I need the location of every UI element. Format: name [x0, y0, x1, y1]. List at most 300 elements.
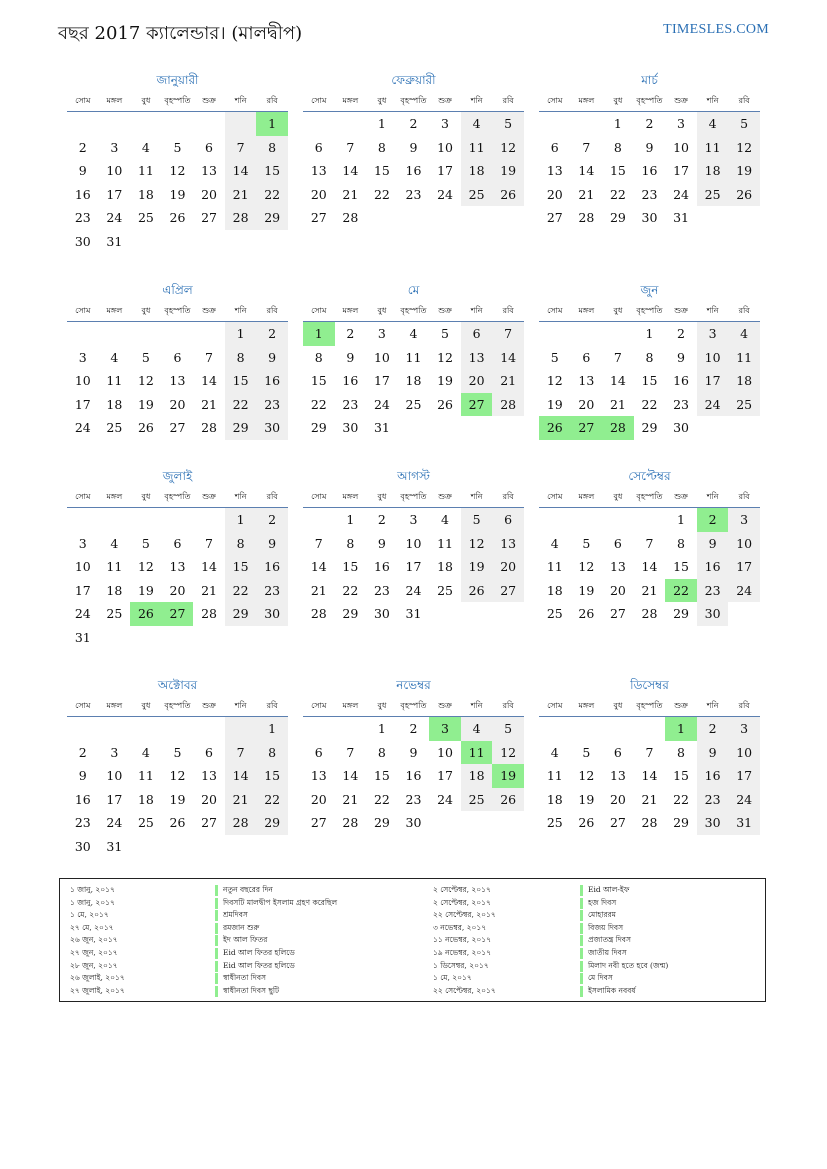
day-cell[interactable]: 3 [409, 512, 418, 527]
day-cell[interactable]: 2 [78, 139, 87, 155]
day-cell[interactable]: 19 [492, 159, 524, 183]
day-cell[interactable]: 7 [613, 349, 622, 365]
day-cell[interactable]: 26 [728, 183, 760, 207]
day-cell[interactable]: 12 [728, 136, 760, 160]
day-cell[interactable]: 22 [256, 183, 288, 207]
day-cell[interactable]: 10 [405, 535, 422, 551]
day-cell[interactable]: 9 [256, 532, 288, 556]
day-cell[interactable]: 28 [492, 393, 524, 417]
day-cell[interactable]: 28 [225, 206, 257, 230]
day-cell[interactable]: 18 [137, 186, 154, 202]
day-cell[interactable]: 5 [461, 508, 493, 532]
day-cell[interactable]: 14 [225, 764, 257, 788]
day-cell[interactable]: 29 [256, 206, 288, 230]
day-cell[interactable]: 26 [137, 420, 154, 435]
day-cell[interactable]: 13 [609, 559, 626, 574]
day-cell[interactable]: 20 [310, 791, 327, 807]
day-cell[interactable]: 1 [225, 322, 257, 346]
day-cell[interactable]: 6 [205, 139, 213, 155]
day-cell[interactable]: 7 [205, 535, 213, 551]
day-cell[interactable]: 6 [613, 535, 622, 551]
day-cell[interactable]: 24 [106, 815, 123, 830]
day-cell[interactable]: 20 [201, 791, 217, 807]
day-cell[interactable]: 28 [641, 606, 658, 621]
day-cell[interactable]: 10 [437, 139, 453, 155]
day-cell[interactable]: 17 [437, 163, 453, 178]
day-cell[interactable]: 30 [256, 416, 288, 440]
day-cell[interactable]: 5 [141, 535, 150, 551]
day-cell[interactable]: 1 [256, 112, 288, 136]
day-cell[interactable]: 11 [546, 768, 563, 783]
day-cell[interactable]: 17 [405, 559, 422, 574]
day-cell[interactable]: 18 [437, 559, 453, 574]
day-cell[interactable]: 26 [539, 416, 571, 440]
day-cell[interactable]: 28 [602, 416, 634, 440]
day-cell[interactable]: 11 [728, 346, 760, 370]
day-cell[interactable]: 1 [645, 326, 654, 341]
day-cell[interactable]: 3 [110, 139, 119, 155]
day-cell[interactable]: 22 [641, 396, 658, 412]
day-cell[interactable]: 25 [137, 210, 154, 225]
day-cell[interactable]: 9 [78, 768, 87, 783]
day-cell[interactable]: 16 [256, 369, 288, 393]
day-cell[interactable]: 30 [74, 233, 91, 249]
day-cell[interactable]: 7 [492, 322, 524, 346]
day-cell[interactable]: 5 [441, 326, 449, 341]
day-cell[interactable]: 8 [645, 349, 654, 365]
day-cell[interactable]: 11 [461, 741, 493, 765]
day-cell[interactable]: 26 [169, 815, 186, 830]
day-cell[interactable]: 27 [169, 420, 186, 435]
day-cell[interactable]: 22 [256, 788, 288, 812]
day-cell[interactable]: 2 [697, 717, 729, 741]
day-cell[interactable]: 24 [728, 579, 760, 603]
day-cell[interactable]: 30 [405, 815, 422, 830]
day-cell[interactable]: 26 [437, 396, 453, 412]
day-cell[interactable]: 3 [78, 349, 87, 365]
day-cell[interactable]: 15 [673, 768, 689, 783]
day-cell[interactable]: 20 [609, 791, 626, 807]
day-cell[interactable]: 3 [728, 717, 760, 741]
day-cell[interactable]: 30 [256, 602, 288, 626]
day-cell[interactable]: 21 [578, 186, 595, 202]
day-cell[interactable]: 19 [137, 582, 154, 598]
day-cell[interactable]: 4 [141, 744, 150, 760]
day-cell[interactable]: 27 [310, 210, 327, 225]
day-cell[interactable]: 11 [106, 373, 123, 388]
day-cell[interactable]: 1 [377, 116, 386, 131]
day-cell[interactable]: 3 [728, 508, 760, 532]
day-cell[interactable]: 4 [550, 744, 559, 760]
day-cell[interactable]: 3 [429, 717, 461, 741]
day-cell[interactable]: 16 [405, 768, 422, 783]
day-cell[interactable]: 12 [492, 136, 524, 160]
day-cell[interactable]: 22 [609, 186, 626, 202]
day-cell[interactable]: 12 [137, 373, 154, 388]
day-cell[interactable]: 27 [461, 393, 493, 417]
day-cell[interactable]: 3 [441, 116, 449, 131]
day-cell[interactable]: 4 [728, 322, 760, 346]
day-cell[interactable]: 15 [373, 768, 390, 783]
day-cell[interactable]: 28 [201, 420, 217, 435]
day-cell[interactable]: 12 [546, 373, 563, 388]
day-cell[interactable]: 22 [225, 393, 257, 417]
day-cell[interactable]: 13 [201, 163, 217, 178]
day-cell[interactable]: 10 [106, 768, 123, 783]
day-cell[interactable]: 29 [373, 815, 390, 830]
day-cell[interactable]: 25 [546, 606, 563, 621]
day-cell[interactable]: 10 [673, 139, 689, 155]
day-cell[interactable]: 21 [641, 582, 658, 598]
day-cell[interactable]: 2 [697, 508, 729, 532]
day-cell[interactable]: 23 [373, 582, 390, 598]
day-cell[interactable]: 28 [310, 606, 327, 621]
day-cell[interactable]: 23 [256, 393, 288, 417]
day-cell[interactable]: 29 [609, 210, 626, 225]
day-cell[interactable]: 16 [641, 163, 658, 178]
day-cell[interactable]: 5 [492, 112, 524, 136]
day-cell[interactable]: 14 [609, 373, 626, 388]
day-cell[interactable]: 8 [314, 349, 323, 365]
day-cell[interactable]: 4 [409, 326, 418, 341]
day-cell[interactable]: 6 [582, 349, 591, 365]
day-cell[interactable]: 22 [673, 791, 689, 807]
day-cell[interactable]: 13 [169, 559, 186, 574]
day-cell[interactable]: 6 [173, 535, 182, 551]
day-cell[interactable]: 28 [342, 815, 359, 830]
day-cell[interactable]: 12 [437, 349, 453, 365]
day-cell[interactable]: 15 [256, 159, 288, 183]
day-cell[interactable]: 16 [342, 373, 359, 388]
day-cell[interactable]: 10 [373, 349, 390, 365]
day-cell[interactable]: 20 [461, 369, 493, 393]
day-cell[interactable]: 13 [169, 373, 186, 388]
day-cell[interactable]: 27 [201, 815, 217, 830]
day-cell[interactable]: 21 [342, 791, 359, 807]
day-cell[interactable]: 7 [346, 139, 355, 155]
day-cell[interactable]: 21 [342, 186, 359, 202]
day-cell[interactable]: 2 [346, 326, 355, 341]
day-cell[interactable]: 24 [106, 210, 123, 225]
day-cell[interactable]: 14 [342, 163, 359, 178]
day-cell[interactable]: 7 [225, 136, 257, 160]
day-cell[interactable]: 19 [169, 791, 186, 807]
day-cell[interactable]: 22 [342, 582, 359, 598]
day-cell[interactable]: 7 [314, 535, 323, 551]
day-cell[interactable]: 11 [546, 559, 563, 574]
day-cell[interactable]: 13 [492, 532, 524, 556]
day-cell[interactable]: 1 [677, 512, 685, 527]
day-cell[interactable]: 13 [609, 768, 626, 783]
day-cell[interactable]: 20 [546, 186, 563, 202]
day-cell[interactable]: 8 [256, 136, 288, 160]
day-cell[interactable]: 18 [106, 396, 123, 412]
day-cell[interactable]: 15 [225, 369, 257, 393]
day-cell[interactable]: 5 [728, 112, 760, 136]
day-cell[interactable]: 10 [106, 163, 123, 178]
day-cell[interactable]: 16 [74, 186, 91, 202]
day-cell[interactable]: 29 [256, 811, 288, 835]
day-cell[interactable]: 12 [578, 768, 595, 783]
day-cell[interactable]: 28 [342, 210, 359, 225]
day-cell[interactable]: 8 [346, 535, 355, 551]
day-cell[interactable]: 11 [405, 349, 422, 365]
day-cell[interactable]: 4 [141, 139, 150, 155]
day-cell[interactable]: 20 [609, 582, 626, 598]
day-cell[interactable]: 12 [169, 768, 186, 783]
day-cell[interactable]: 22 [373, 791, 390, 807]
day-cell[interactable]: 2 [78, 744, 87, 760]
day-cell[interactable]: 17 [697, 369, 729, 393]
day-cell[interactable]: 13 [578, 373, 595, 388]
day-cell[interactable]: 4 [110, 349, 119, 365]
day-cell[interactable]: 8 [225, 532, 257, 556]
day-cell[interactable]: 12 [137, 559, 154, 574]
day-cell[interactable]: 9 [697, 532, 729, 556]
day-cell[interactable]: 15 [641, 373, 658, 388]
day-cell[interactable]: 23 [697, 788, 729, 812]
day-cell[interactable]: 1 [256, 717, 288, 741]
day-cell[interactable]: 15 [673, 559, 689, 574]
day-cell[interactable]: 15 [373, 163, 390, 178]
day-cell[interactable]: 17 [728, 764, 760, 788]
day-cell[interactable]: 12 [461, 532, 493, 556]
day-cell[interactable]: 21 [201, 582, 217, 598]
day-cell[interactable]: 17 [728, 555, 760, 579]
day-cell[interactable]: 9 [697, 741, 729, 765]
day-cell[interactable]: 28 [225, 811, 257, 835]
day-cell[interactable]: 13 [201, 768, 217, 783]
day-cell[interactable]: 16 [673, 373, 689, 388]
day-cell[interactable]: 6 [613, 744, 622, 760]
day-cell[interactable]: 1 [225, 508, 257, 532]
day-cell[interactable]: 28 [641, 815, 658, 830]
day-cell[interactable]: 18 [546, 791, 563, 807]
day-cell[interactable]: 30 [641, 210, 658, 225]
day-cell[interactable]: 27 [609, 815, 626, 830]
day-cell[interactable]: 4 [550, 535, 559, 551]
day-cell[interactable]: 2 [256, 508, 288, 532]
day-cell[interactable]: 5 [173, 744, 182, 760]
day-cell[interactable]: 21 [609, 396, 626, 412]
day-cell[interactable]: 5 [550, 349, 559, 365]
day-cell[interactable]: 18 [546, 582, 563, 598]
day-cell[interactable]: 31 [373, 420, 390, 435]
day-cell[interactable]: 23 [641, 186, 658, 202]
day-cell[interactable]: 31 [728, 811, 760, 835]
day-cell[interactable]: 17 [373, 373, 390, 388]
day-cell[interactable]: 31 [673, 210, 689, 225]
day-cell[interactable]: 20 [310, 186, 327, 202]
day-cell[interactable]: 8 [377, 744, 386, 760]
day-cell[interactable]: 22 [373, 186, 390, 202]
day-cell[interactable]: 3 [78, 535, 87, 551]
day-cell[interactable]: 9 [409, 139, 418, 155]
day-cell[interactable]: 9 [409, 744, 418, 760]
day-cell[interactable]: 30 [697, 602, 729, 626]
day-cell[interactable]: 4 [441, 512, 449, 527]
day-cell[interactable]: 3 [377, 326, 386, 341]
day-cell[interactable]: 11 [437, 535, 453, 551]
day-cell[interactable]: 18 [106, 582, 123, 598]
day-cell[interactable]: 3 [697, 322, 729, 346]
day-cell[interactable]: 21 [641, 791, 658, 807]
day-cell[interactable]: 19 [492, 764, 524, 788]
day-cell[interactable]: 6 [314, 744, 323, 760]
day-cell[interactable]: 6 [461, 322, 493, 346]
day-cell[interactable]: 24 [373, 396, 390, 412]
day-cell[interactable]: 20 [169, 396, 186, 412]
day-cell[interactable]: 5 [492, 717, 524, 741]
day-cell[interactable]: 2 [677, 326, 685, 341]
brand-link[interactable]: TIMESLES.COM [663, 22, 769, 37]
day-cell[interactable]: 13 [310, 768, 327, 783]
day-cell[interactable]: 16 [697, 555, 729, 579]
day-cell[interactable]: 19 [546, 396, 563, 412]
day-cell[interactable]: 9 [346, 349, 355, 365]
day-cell[interactable]: 12 [492, 741, 524, 765]
day-cell[interactable]: 10 [697, 346, 729, 370]
day-cell[interactable]: 26 [461, 579, 493, 603]
day-cell[interactable]: 23 [405, 186, 422, 202]
day-cell[interactable]: 18 [461, 159, 493, 183]
day-cell[interactable]: 16 [373, 559, 390, 574]
day-cell[interactable]: 30 [697, 811, 729, 835]
day-cell[interactable]: 20 [169, 582, 186, 598]
day-cell[interactable]: 12 [169, 163, 186, 178]
day-cell[interactable]: 1 [346, 512, 355, 527]
day-cell[interactable]: 7 [582, 139, 591, 155]
day-cell[interactable]: 3 [110, 744, 119, 760]
day-cell[interactable]: 19 [728, 159, 760, 183]
day-cell[interactable]: 24 [74, 420, 91, 435]
day-cell[interactable]: 21 [492, 369, 524, 393]
day-cell[interactable]: 11 [137, 163, 154, 178]
day-cell[interactable]: 14 [225, 159, 257, 183]
day-cell[interactable]: 23 [697, 579, 729, 603]
day-cell[interactable]: 24 [697, 393, 729, 417]
day-cell[interactable]: 4 [697, 112, 729, 136]
day-cell[interactable]: 8 [677, 535, 685, 551]
day-cell[interactable]: 10 [728, 532, 760, 556]
day-cell[interactable]: 21 [201, 396, 217, 412]
day-cell[interactable]: 8 [613, 139, 622, 155]
day-cell[interactable]: 16 [256, 555, 288, 579]
day-cell[interactable]: 8 [377, 139, 386, 155]
day-cell[interactable]: 9 [645, 139, 654, 155]
day-cell[interactable]: 26 [169, 210, 186, 225]
day-cell[interactable]: 1 [665, 717, 697, 741]
day-cell[interactable]: 24 [673, 186, 689, 202]
day-cell[interactable]: 18 [728, 369, 760, 393]
day-cell[interactable]: 11 [106, 559, 123, 574]
day-cell[interactable]: 4 [110, 535, 119, 551]
day-cell[interactable]: 20 [578, 396, 595, 412]
day-cell[interactable]: 19 [137, 396, 154, 412]
day-cell[interactable]: 6 [550, 139, 559, 155]
day-cell[interactable]: 26 [492, 183, 524, 207]
day-cell[interactable]: 20 [492, 555, 524, 579]
day-cell[interactable]: 14 [578, 163, 595, 178]
day-cell[interactable]: 6 [314, 139, 323, 155]
day-cell[interactable]: 4 [461, 717, 493, 741]
day-cell[interactable]: 5 [582, 744, 591, 760]
day-cell[interactable]: 2 [409, 721, 418, 736]
day-cell[interactable]: 21 [310, 582, 327, 598]
day-cell[interactable]: 15 [225, 555, 257, 579]
day-cell[interactable]: 17 [74, 582, 91, 598]
day-cell[interactable]: 6 [205, 744, 213, 760]
day-cell[interactable]: 25 [728, 393, 760, 417]
day-cell[interactable]: 25 [461, 788, 493, 812]
day-cell[interactable]: 27 [546, 210, 563, 225]
day-cell[interactable]: 26 [130, 602, 162, 626]
day-cell[interactable]: 12 [578, 559, 595, 574]
day-cell[interactable]: 28 [201, 606, 217, 621]
day-cell[interactable]: 25 [546, 815, 563, 830]
day-cell[interactable]: 9 [377, 535, 386, 551]
day-cell[interactable]: 21 [225, 788, 257, 812]
day-cell[interactable]: 5 [582, 535, 591, 551]
day-cell[interactable]: 24 [437, 186, 453, 202]
day-cell[interactable]: 23 [405, 791, 422, 807]
day-cell[interactable]: 9 [677, 349, 685, 365]
day-cell[interactable]: 2 [377, 512, 386, 527]
day-cell[interactable]: 1 [377, 721, 386, 736]
day-cell[interactable]: 17 [74, 396, 91, 412]
day-cell[interactable]: 29 [673, 815, 689, 830]
day-cell[interactable]: 8 [677, 744, 685, 760]
day-cell[interactable]: 15 [609, 163, 626, 178]
day-cell[interactable]: 20 [201, 186, 217, 202]
day-cell[interactable]: 27 [492, 579, 524, 603]
day-cell[interactable]: 22 [310, 396, 327, 412]
day-cell[interactable]: 17 [437, 768, 453, 783]
day-cell[interactable]: 19 [578, 582, 595, 598]
day-cell[interactable]: 27 [162, 602, 194, 626]
day-cell[interactable]: 14 [201, 559, 217, 574]
day-cell[interactable]: 3 [677, 116, 685, 131]
day-cell[interactable]: 23 [673, 396, 689, 412]
day-cell[interactable]: 29 [310, 420, 327, 435]
day-cell[interactable]: 13 [310, 163, 327, 178]
day-cell[interactable]: 30 [673, 420, 689, 435]
day-cell[interactable]: 19 [578, 791, 595, 807]
day-cell[interactable]: 18 [137, 791, 154, 807]
day-cell[interactable]: 13 [461, 346, 493, 370]
day-cell[interactable]: 6 [492, 508, 524, 532]
day-cell[interactable]: 1 [303, 322, 335, 346]
day-cell[interactable]: 22 [665, 579, 697, 603]
day-cell[interactable]: 10 [74, 559, 91, 574]
day-cell[interactable]: 24 [405, 582, 422, 598]
day-cell[interactable]: 21 [225, 183, 257, 207]
day-cell[interactable]: 30 [373, 606, 390, 621]
day-cell[interactable]: 5 [141, 349, 150, 365]
day-cell[interactable]: 17 [673, 163, 689, 178]
day-cell[interactable]: 29 [641, 420, 658, 435]
day-cell[interactable]: 27 [571, 416, 603, 440]
day-cell[interactable]: 28 [578, 210, 595, 225]
day-cell[interactable]: 14 [310, 559, 327, 574]
day-cell[interactable]: 24 [437, 791, 453, 807]
day-cell[interactable]: 19 [169, 186, 186, 202]
day-cell[interactable]: 24 [74, 606, 91, 621]
day-cell[interactable]: 30 [342, 420, 359, 435]
day-cell[interactable]: 16 [74, 791, 91, 807]
day-cell[interactable]: 25 [697, 183, 729, 207]
day-cell[interactable]: 29 [225, 416, 257, 440]
